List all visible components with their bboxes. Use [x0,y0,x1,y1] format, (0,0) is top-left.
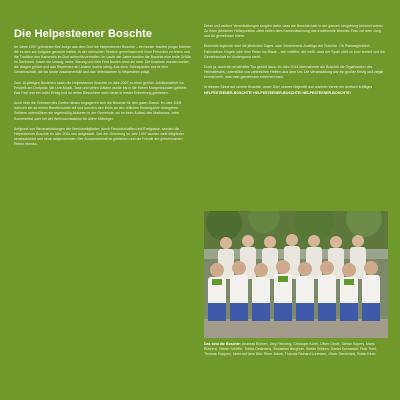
caption-label: Das sind die Boschte: [204,342,242,346]
closing-paragraph [204,85,387,95]
paragraph: Im Jahre 1997 gründeten fünf Jungs aus dem Dorf die Helpesteener Boschte – ein bunter Haufen junger Männer, die es sich zur Aufgabe gemacht hatten, in der närrischen Session gemeinsam mit ihren Freunden zu feiern und die Tradition des Karnevals im Dorf aufrechtzuerhalten. Im Laufe der Jahre wurden die Boschte eine feste Größe im Dorfleben. Kaum ein Umzug, keine Sitzung und kein Fest fanden ohne sie statt. Die Kostüme wurden bunter, die Wagen größer und das Repertoire an Liedern wuchs stetig. Aus einer Schnapsidee wurde eine Gemeinschaft, die bis heute zusammenhält und das Vereinsleben in Helpesteen prägt. [14,45,192,75]
group-photo [204,211,388,338]
left-column [14,45,192,152]
closing-text: In diesem Sinne auf unsere Boschte, unser Dorf, unsere Majestät und unseren Verein ein dreifach kräftiges [204,85,373,90]
right-column [204,24,387,101]
paragraph: Zum 10-jährigen Bestehen luden die Helpesteener Boschte im Jahr 2007 zu einer großen Jubiläumsfeier ins Festzelt am Dorfplatz. Mit Live-Musik, Tanz und vielen Gästen wurde bis in die frühen Morgenstunden gefeiert. Das Fest war ein voller Erfolg und ist vielen Besuchern noch heute in bester Erinnerung geblieben. [14,80,188,95]
page-title: Die Helpesteener Boschte [14,28,153,40]
photo-caption [204,342,387,357]
group-photo-image [204,211,388,338]
closing-cheer: HELPESTEENER-BOSCHTE! HELPESTEENER-BOSCHTE! HELPESTEENER-BOSCHTE! [204,90,351,95]
paragraph: Aufgrund von Neuausrichtungen der Vereinsmitglieder, durch Freundschaften und Ereignisse, wurden die Helpesteener Boschte im Jahr 2011 neu aufgestellt. Seit der Gründung im Jahr 1997 wurden viele Mitglieder verabschiedet und neue aufgenommen. Der Zusammenhalt ist geblieben und die Freude am gemeinsamen Feiern ebenso. [14,126,184,147]
paragraph: Doch ja, auch ein ernsthafter Ton gehört dazu: Im Jahr 2014 übernahmen die Boschte die Organisation des Heimatfestes, unterstützt von zahlreichen Helfern aus dem Ort. Die Veranstaltung war ein großer Erfolg und zeigte einmal mehr, was man gemeinsam erreichen kann. [204,64,384,80]
paragraph: Auch über die Grenzen des Dorfes hinaus engagieren sich die Boschte für den guten Zweck. Im Jahr 2005 nahmen sie an einem Benefizturnier teil und konnten den Erlös an den örtlichen Kindergarten übergeben. Seitdem unterstützen sie regelmäßig Aktionen in der Gemeinde, sei es beim Aufbau des Maibaums, beim Sommerfest oder bei der Weihnachtsaktion für ältere Mitbürger. [14,101,182,121]
paragraph: Ebenfalls legendär sind die jährlichen Tages- oder Wochenend-Ausflüge der Boschte. Ob Planwagenfahrt, Fahrradtour, Kegeln oder eine Reise ins Blaue – wer mitfährt, der weiß, dass der Spaß nicht zu kurz kommt und die Gemeinschaft im Vordergrund steht. [204,44,385,59]
caption-names: Andreas Bühren, Jörg Feinberg, Christoph Kürth, Oliver Grolle, Stefan Küpers, Mario Bührens, Stefan Schiffer, Tobias Dederichs, Sebastian Bergholz, Stefan Bühren, Daniel Kurzawski, Felix Theil, Thomas Küppers, Nicht auf dem Bild: Rene Jakob, Thomas Richard Lorenzen, Oliver Sembritzki, Robin Kirch. [204,342,377,357]
paragraph: Diese und weitere Veranstaltungen sorgten dafür, dass die Boschte bald in der ganzen Umgebung bekannt waren. Zu ihren jährlichen Höhepunkten zählt neben dem Karnevalsumzug das traditionelle Boschte-Fest, bei dem Jung und Alt gemeinsam feiern. [204,24,384,39]
